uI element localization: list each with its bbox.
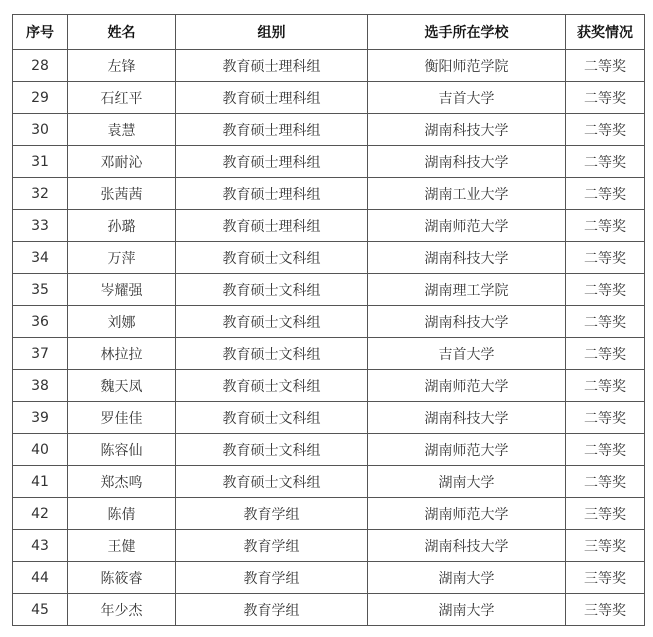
table-row: [13, 274, 645, 306]
cell-serial-number: 28: [13, 50, 68, 82]
cell-name: 王健: [68, 530, 176, 562]
cell-award: 二等奖: [566, 178, 645, 210]
cell-serial-number: 30: [13, 114, 68, 146]
cell-serial-number: 40: [13, 434, 68, 466]
cell-school: 湖南科技大学: [368, 530, 566, 562]
cell-award: 二等奖: [566, 402, 645, 434]
cell-serial-number: 34: [13, 242, 68, 274]
header-group: 组别: [176, 15, 368, 50]
table-header: [13, 15, 645, 50]
cell-award: 二等奖: [566, 338, 645, 370]
cell-name: 陈倩: [68, 498, 176, 530]
table-row: [13, 594, 645, 626]
cell-award: 二等奖: [566, 306, 645, 338]
cell-serial-number: 35: [13, 274, 68, 306]
cell-award: 二等奖: [566, 466, 645, 498]
cell-name: 邓耐沁: [68, 146, 176, 178]
cell-name: 郑杰鸣: [68, 466, 176, 498]
table-row: [13, 210, 645, 242]
table-body: [13, 50, 645, 626]
cell-serial-number: 31: [13, 146, 68, 178]
table-row: [13, 530, 645, 562]
cell-name: 孙璐: [68, 210, 176, 242]
table-row: [13, 114, 645, 146]
awards-table: [12, 14, 645, 626]
cell-name: 万萍: [68, 242, 176, 274]
cell-award: 三等奖: [566, 562, 645, 594]
cell-name: 年少杰: [68, 594, 176, 626]
cell-name: 张茜茜: [68, 178, 176, 210]
cell-group: 教育学组: [176, 530, 368, 562]
cell-name: 林拉拉: [68, 338, 176, 370]
cell-school: 湖南科技大学: [368, 242, 566, 274]
cell-award: 二等奖: [566, 434, 645, 466]
cell-name: 袁慧: [68, 114, 176, 146]
cell-serial-number: 45: [13, 594, 68, 626]
header-school: 选手所在学校: [368, 15, 566, 50]
cell-serial-number: 44: [13, 562, 68, 594]
cell-group: 教育硕士理科组: [176, 114, 368, 146]
cell-school: 湖南工业大学: [368, 178, 566, 210]
cell-group: 教育硕士文科组: [176, 306, 368, 338]
cell-name: 刘娜: [68, 306, 176, 338]
cell-award: 二等奖: [566, 82, 645, 114]
cell-name: 岑耀强: [68, 274, 176, 306]
cell-school: 湖南科技大学: [368, 114, 566, 146]
cell-serial-number: 36: [13, 306, 68, 338]
cell-name: 陈容仙: [68, 434, 176, 466]
cell-name: 罗佳佳: [68, 402, 176, 434]
table-row: [13, 370, 645, 402]
cell-school: 吉首大学: [368, 82, 566, 114]
cell-group: 教育学组: [176, 594, 368, 626]
cell-group: 教育硕士文科组: [176, 242, 368, 274]
cell-award: 二等奖: [566, 210, 645, 242]
cell-award: 三等奖: [566, 530, 645, 562]
cell-group: 教育硕士理科组: [176, 50, 368, 82]
cell-serial-number: 32: [13, 178, 68, 210]
header-row: [13, 15, 645, 50]
table-row: [13, 306, 645, 338]
cell-award: 二等奖: [566, 50, 645, 82]
cell-group: 教育学组: [176, 498, 368, 530]
table-row: [13, 338, 645, 370]
cell-name: 左锋: [68, 50, 176, 82]
table-row: [13, 466, 645, 498]
cell-school: 湖南师范大学: [368, 370, 566, 402]
cell-name: 石红平: [68, 82, 176, 114]
header-serial-number: 序号: [13, 15, 68, 50]
table-row: [13, 242, 645, 274]
cell-school: 湖南大学: [368, 466, 566, 498]
cell-serial-number: 38: [13, 370, 68, 402]
cell-group: 教育硕士文科组: [176, 434, 368, 466]
cell-group: 教育硕士理科组: [176, 82, 368, 114]
cell-name: 陈筱睿: [68, 562, 176, 594]
cell-group: 教育硕士文科组: [176, 466, 368, 498]
cell-school: 湖南科技大学: [368, 146, 566, 178]
header-name: 姓名: [68, 15, 176, 50]
table-row: [13, 434, 645, 466]
cell-group: 教育硕士理科组: [176, 178, 368, 210]
cell-serial-number: 37: [13, 338, 68, 370]
cell-group: 教育硕士文科组: [176, 402, 368, 434]
cell-group: 教育硕士理科组: [176, 146, 368, 178]
cell-award: 二等奖: [566, 146, 645, 178]
cell-school: 湖南理工学院: [368, 274, 566, 306]
cell-award: 三等奖: [566, 498, 645, 530]
cell-serial-number: 33: [13, 210, 68, 242]
cell-group: 教育硕士文科组: [176, 274, 368, 306]
cell-serial-number: 41: [13, 466, 68, 498]
cell-school: 衡阳师范学院: [368, 50, 566, 82]
header-award: 获奖情况: [566, 15, 645, 50]
cell-school: 湖南大学: [368, 562, 566, 594]
cell-award: 二等奖: [566, 370, 645, 402]
table-row: [13, 146, 645, 178]
table-row: [13, 562, 645, 594]
cell-serial-number: 39: [13, 402, 68, 434]
cell-serial-number: 29: [13, 82, 68, 114]
cell-award: 二等奖: [566, 242, 645, 274]
cell-school: 湖南师范大学: [368, 498, 566, 530]
cell-school: 湖南大学: [368, 594, 566, 626]
cell-award: 二等奖: [566, 274, 645, 306]
cell-school: 吉首大学: [368, 338, 566, 370]
cell-serial-number: 43: [13, 530, 68, 562]
cell-school: 湖南师范大学: [368, 210, 566, 242]
cell-serial-number: 42: [13, 498, 68, 530]
cell-school: 湖南科技大学: [368, 306, 566, 338]
cell-group: 教育学组: [176, 562, 368, 594]
cell-award: 三等奖: [566, 594, 645, 626]
cell-award: 二等奖: [566, 114, 645, 146]
cell-group: 教育硕士理科组: [176, 210, 368, 242]
table-row: [13, 498, 645, 530]
cell-group: 教育硕士文科组: [176, 338, 368, 370]
table-row: [13, 402, 645, 434]
table-row: [13, 82, 645, 114]
cell-school: 湖南师范大学: [368, 434, 566, 466]
table-row: [13, 178, 645, 210]
cell-school: 湖南科技大学: [368, 402, 566, 434]
cell-group: 教育硕士文科组: [176, 370, 368, 402]
table-row: [13, 50, 645, 82]
cell-name: 魏天凤: [68, 370, 176, 402]
